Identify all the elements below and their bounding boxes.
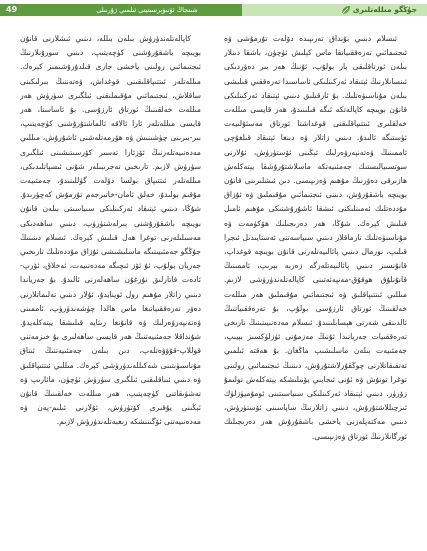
leaf-icon: [341, 5, 351, 15]
body-paragraph: كاپالەتلەندۈرۈش بىلەن بىللە، دىنىي ئىشلارنى قانۇن بويىچە باشقۇرۇشنى كۈچەيتىپ، دىنىي سورۇنلارنىڭ ئىجتىمائىي رولىنى ياخشى جارى قىلدۇرۇشىمىز كېرەك. مىللەتلەر ئىتتىپاقلىقىنى قوغداش، ۋەتەننىڭ بىرلىكىنى ساقلاش، ئىجتىمائىي مۇقىملىقنى ئىلگىرى سۈرۈش ھەر مىللەت خەلقىنىڭ ئورتاق ئارزۇسى. بۇ ئاساستا، ھەر قايسى مىللەتلەر ئارا ئالاقە ئالماشتۇرۇشنى كۈچەيتىپ، بىر-بىرىنى چۈشىنىش ۋە ھۆرمەتلەشنى ئاشۇرۇش، مىللىي مەدەنىيەتلەرنىڭ ئۆزئارا تەسىر كۆرسىتىشىنى ئىلگىرى سۈرۈش لازىم. تارىخىي تەجرىبىلەر شۇنى ئىسپاتلىدىكى، مىللەتلەر ئىتتىپاق بولسا دۆلەت گۈللىنىدۇ، جەمئىيەت مۇقىم بولىدۇ، خەلق ئامان-خاتىرجەم تۇرمۇش كەچۈرىدۇ. شۇڭا، دىنىي ئېتىقاد ئەركىنلىكى سىياسىتى بىلەن قانۇن بويىچە باشقۇرۇشنى بىرلەشتۈرۈپ، دىنىي ساھەدىكى مەسىلىلەرنى توغرا ھەل قىلىش كېرەك. ئىسلام دىنىنىڭ جۇڭگو جەمئىيىتىگە ماسلىشىشى ئۇزاق مۇددەتلىك تارىخىي جەريان بولۇپ، ئۇ ئۆز ئىچىگە مەدەنىيەت، ئەخلاق، ئۆرپ-ئادەت قاتارلىق نۇرغۇن ساھەلەرنى ئالىدۇ. بۇ جەرياندا دىنىي زاتلار مۇھىم رول ئوينايدۇ، ئۇلار دىنىي تەلىماتلارنى دەۋر تەرەققىياتىغا ماس ھالدا چۈشەندۈرۈپ، ئاممىنى ۋەتەنپەرۋەرلىك ۋە قانۇنغا رىئايە قىلىشقا يېتەكلەيدۇ. شۇنداقلا جەمئىيەتنىڭ ھەر قايسى ساھەلىرى بۇ خىزمەتنى قوللاپ-قۇۋۋەتلەپ، دىن بىلەن جەمئىيەتنىڭ ئىناق مۇناسىۋىتىنى شەكىللەندۈرۈشى كېرەك. مىللىي ئىتتىپاقلىق ۋە دىنىي ئىناقلىقنى ئىلگىرى سۈرۈش ئۈچۈن، مائارىپ ۋە تەشۋىقاتنى كۈچەيتىپ، ھەر مىللەت خەلقىنىڭ قانۇن ئېڭىنى يۇقىرى كۆتۈرۈش، ئۇلارنى ئىلىم-پەن ۋە مەدەنىيەتنى ئۆگىنىشكە رىغبەتلەندۈرۈش لازىم.: [20, 34, 201, 427]
page-number: 49: [6, 5, 18, 14]
journal-name: شىنجاڭ ئۇنىۋېرسىتېتى ئىلمىي ژۇرنىلى: [96, 6, 198, 14]
body-paragraph: ئىسلام دىنىي بۇنداق تەرىپىدە دۆلەت تۇرمۇشى ۋە ئىجتىمائىي تەرەققىياتقا ماس كېلىش ئۈچۈن، باشقا دىنلار بىلەن ئورتاقلىقى بار بولۇپ، ئۇنىڭ ھەر بىر دەۋردىكى ئىنسانلارنىڭ ئېتىقاد ئەركىنلىكى ئاساسىدا تەرەققىي قىلىشى بىلەن مۇناسىۋەتلىك. بۇ ئارقىلىق دىنىي ئېتىقاد ئەركىنلىكى قانۇن بويىچە كاپالەتكە ئىگە قىلىنىدۇ، ھەر قايسى مىللەت خەلقلىرى ئىتتىپاقلىقنى قوغداشتا ئورتاق مەسئۇلىيەت ئۈستىگە ئالىدۇ. دىنىي زاتلار ۋە دىنغا ئېتىقاد قىلغۇچى ئاممىنىڭ ۋەتەنپەرۋەرلىك ئېڭىنى ئۆستۈرۈش، ئۇلارنى سوتسىيالىستىك جەمئىيەتكە ماسلاشتۇرۇشقا يېتەكلەش ھازىرقى دەۋرنىڭ مۇھىم ۋەزىپىسى. دىن ئىشلىرىنى قانۇن بويىچە باشقۇرۇش، دىننى ئىجتىمائىي مۇقىملىق ۋە ئۇزاق مۇددەتلىك ئەمىنلىكنى ئىشقا ئاشۇرۇشتىكى مۇھىم ئامىل قىلىش كېرەك. شۇڭا، ھەر دەرىجىلىك ھۆكۈمەت ۋە مۇناسىۋەتلىك تارماقلار دىنىي سىياسەتنى ئەستايىدىل ئىجرا قىلىپ، نورمال دىنىي پائالىيەتلەرنى قانۇن بويىچە قوغداپ، قانۇنسىز دىنىي پائالىيەتلەرگە زەربە بېرىپ، ئاممىنىڭ قانۇنلۇق ھوقۇق-مەنپەئەتىنى كاپالەتلەندۈرۈشى لازىم. مىللىي ئىتتىپاقلىق ۋە ئىجتىمائىي مۇقىملىق ھەر مىللەت خەلقىنىڭ ئورتاق ئارزۇسى بولۇپ، بۇ تەرەققىياتنىڭ ئالدىنقى شەرتى ھېسابلىنىدۇ. ئىسلام مەدەنىيىتىنىڭ تارىخى تەرەققىيات جەريانىدا ئۇنىڭ مەزمۇنى ئۈزلۈكسىز بېيىپ، جەمئىيەت بىلەن ماسلىشىپ ماڭغان. بۇ ھەقتە ئىلمىي تەتقىقاتلارنى چوڭقۇرلاشتۇرۇش، دىننىڭ ئىجتىمائىي رولىنى توغرا تونۇش ۋە ئۇنى ئىجابىي يۆنىلىشكە يېتەكلەش تولىمۇ زۆرۈر. دىنىي ئېتىقاد ئەركىنلىكى سىياسىتىنى ئومۇميۈزلۈك ئىزچىللاشتۇرۇش، دىنىي زاتلارنىڭ ساپاسىنى ئۆستۈرۈش، دىنىي مەكتەپلەرنى ياخشى باشقۇرۇش ھەر دەرىجىلىك ئورگانلارنىڭ ئورتاق ۋەزىپىسى.: [224, 34, 407, 441]
text-column-right: [224, 32, 407, 532]
page-header: [0, 0, 427, 20]
journal-logo: جۇڭگو مىللەتلىرى: [352, 5, 417, 14]
text-column-left: [20, 32, 201, 532]
